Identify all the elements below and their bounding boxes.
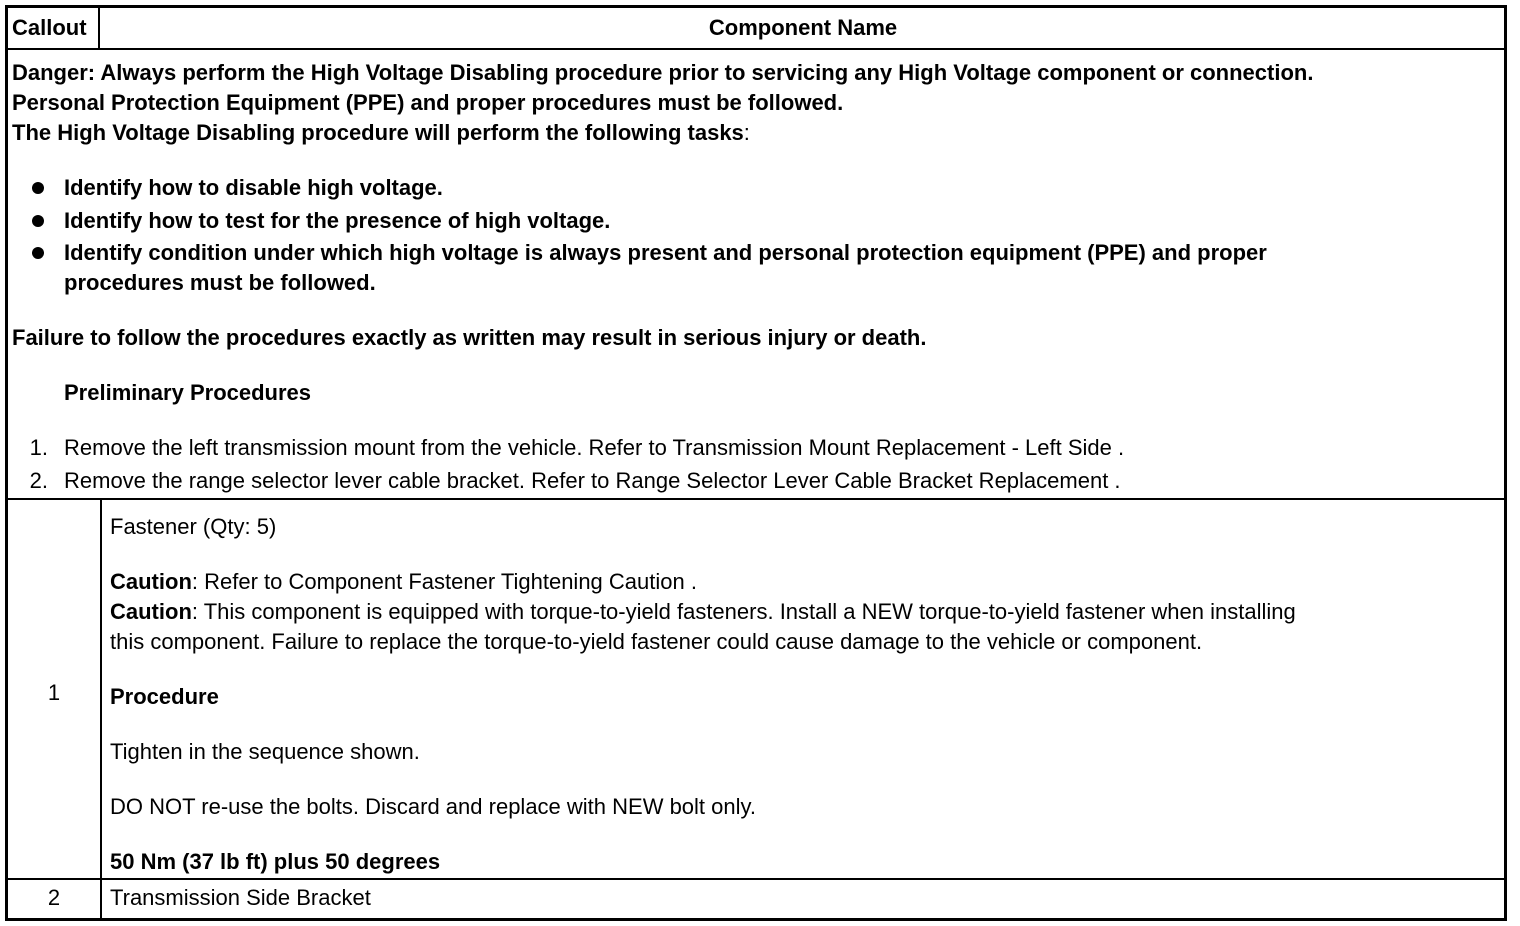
- bullet-item-1: Identify how to disable high voltage.: [64, 175, 443, 200]
- danger-line-3-colon: :: [743, 120, 750, 145]
- table-row: [8, 878, 1504, 918]
- caution-label: Caution: [110, 569, 192, 594]
- preliminary-title: Preliminary Procedures: [64, 380, 312, 405]
- danger-line-3: [12, 120, 750, 146]
- step-number: 2.: [29, 468, 48, 493]
- bullet-dot-icon: [32, 182, 44, 194]
- caution-2-cont: this component. Failure to replace the torque-to-yield fastener could cause damage to the vehicle or component.: [110, 629, 1203, 654]
- column-divider: [100, 500, 102, 878]
- caution-2-text: : This component is equipped with torque-to-yield fasteners. Install a NEW torque-to-yield fastener when installing: [191, 599, 1296, 624]
- step-text: Remove the left transmission mount from the vehicle. Refer to Transmission Mount Replacement - Left Side .: [64, 435, 1125, 460]
- procedure-step: Tighten in the sequence shown.: [110, 739, 420, 764]
- danger-line-3-text: The High Voltage Disabling procedure will perform the following tasks: [12, 120, 744, 145]
- procedure-title: Procedure: [110, 684, 219, 709]
- procedure-step: DO NOT re-use the bolts. Discard and replace with NEW bolt only.: [110, 794, 756, 819]
- step-text: Remove the range selector lever cable bracket. Refer to Range Selector Lever Cable Bracket Replacement .: [64, 468, 1121, 493]
- table-row: [8, 498, 1504, 880]
- table-header: [8, 8, 1504, 50]
- component-table: [5, 5, 1507, 921]
- column-divider: [100, 878, 102, 918]
- torque-spec: 50 Nm (37 lb ft) plus 50 degrees: [110, 849, 441, 874]
- caution-2: [110, 599, 1296, 625]
- bullet-item-3-cont: procedures must be followed.: [64, 270, 376, 295]
- step-number: 1.: [29, 435, 48, 460]
- bullet-item-3: Identify condition under which high voltage is always present and personal protection equipment (PPE) and proper: [64, 240, 1267, 265]
- callout-number: 1: [47, 680, 61, 705]
- caution-1-text: : Refer to Component Fastener Tightening Caution .: [191, 569, 697, 594]
- bullet-item-2: Identify how to test for the presence of high voltage.: [64, 208, 611, 233]
- callout-number: 2: [47, 885, 61, 910]
- bullet-dot-icon: [32, 247, 44, 259]
- component-name: Transmission Side Bracket: [110, 885, 371, 910]
- caution-1: [110, 569, 697, 595]
- header-component-name: Component Name: [708, 15, 898, 40]
- caution-label: Caution: [110, 599, 192, 624]
- bullet-dot-icon: [32, 215, 44, 227]
- danger-line-2: Personal Protection Equipment (PPE) and proper procedures must be followed.: [12, 90, 844, 115]
- failure-warning: Failure to follow the procedures exactly as written may result in serious injury or death.: [12, 325, 927, 350]
- component-name: Fastener (Qty: 5): [110, 514, 277, 539]
- danger-line-1: Danger: Always perform the High Voltage Disabling procedure prior to servicing any High Voltage component or connection.: [12, 60, 1314, 85]
- header-callout: Callout: [8, 8, 100, 48]
